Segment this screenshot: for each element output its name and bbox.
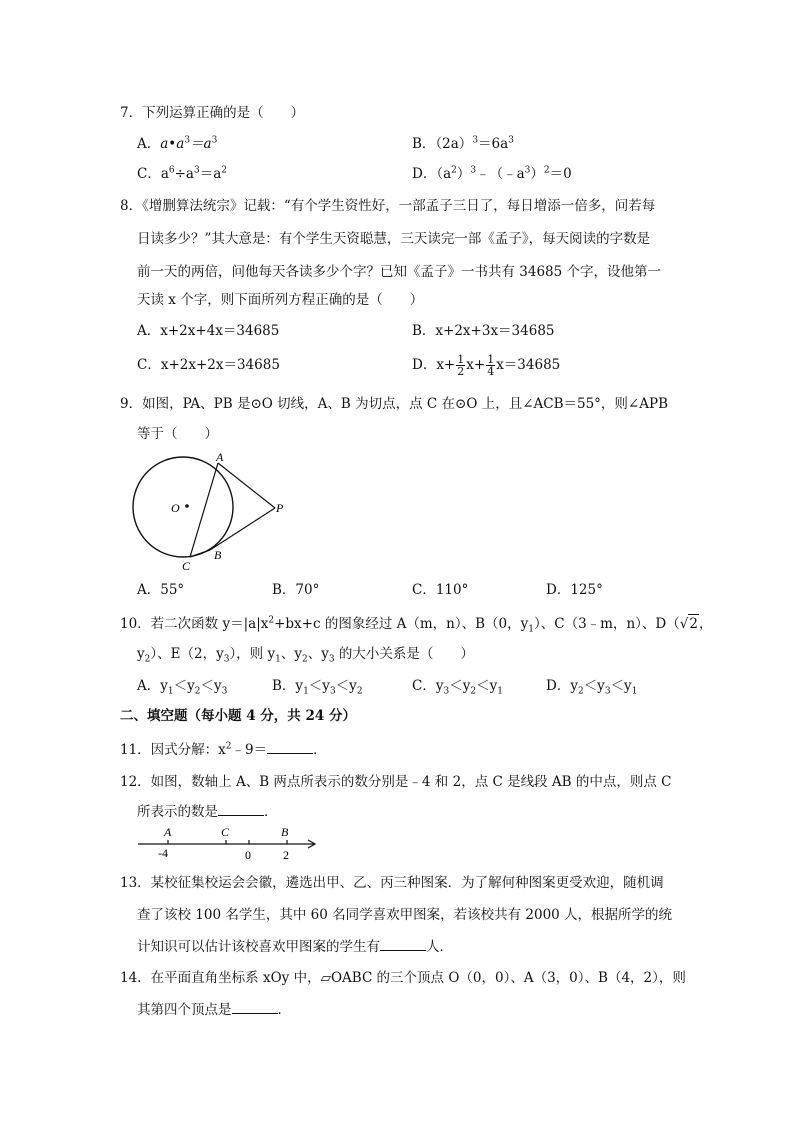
q8-option-a: A．x+2x+4x＝34685	[137, 323, 280, 339]
q7-option-d: D．$(a^2)^3﹣(﹣a^3)^2=0$	[412, 165, 572, 182]
q7-option-b: B．$(2a)^3=6a^3$	[412, 135, 514, 152]
q8-line-1: 8．《增删算法统宗》记载：“有个学生资性好，一部孟子三日了，每日增添一倍多，问若每	[120, 198, 656, 214]
answer-blank	[232, 1000, 278, 1014]
tangent-pa	[218, 463, 275, 508]
q14-line-1: 14．在平面直角坐标系 xOy 中，▱OABC 的三个顶点 O（0，0）、A（3，0）、B（4，2），则	[120, 970, 686, 986]
q7-option-a: A．$a•a^3=a^3$	[137, 135, 218, 152]
q10-option-d: D．$y_2<y_3<y_1$	[546, 678, 638, 697]
fraction-quarter: $\frac{1}{4}$	[487, 353, 495, 378]
circle-o	[133, 457, 233, 557]
q9-option-a: A．55°	[137, 582, 185, 598]
label-c: C	[182, 559, 191, 573]
q9-option-c: C．110°	[412, 582, 469, 598]
q12-line-2: 所表示的数是 ．	[137, 804, 278, 820]
q10-line-2: $y_2$）、E（2，$y_3$），则 $y_1$、$y_2$、$y_3$ 的大小关系是（ ）	[137, 646, 474, 665]
q12-line-1: 12．如图，数轴上 A、B 两点所表示的数分别是﹣4 和 2，点 C 是线段 AB 的中点，则点 C	[120, 774, 672, 790]
q7-option-c: C．$a^6\div a^3=a^2$	[137, 165, 228, 182]
label-o: O	[171, 501, 180, 515]
q8-line-4: 天读 x 个字，则下面所列方程正确的是（ ）	[137, 292, 424, 308]
tangent-pb	[210, 508, 275, 550]
tick-label-two: 2	[283, 848, 289, 862]
q9-option-b: B．70°	[272, 582, 320, 598]
label-a: A	[164, 825, 172, 839]
q10-option-c: C．$y_3<y_2<y_1$	[412, 678, 503, 697]
q10-option-b: B．$y_1<y_3<y_2$	[272, 678, 363, 697]
chord-ac	[190, 463, 218, 557]
sqrt-sign: √	[679, 616, 689, 632]
q9-circle-figure	[130, 446, 300, 574]
tick-label-neg-four: -4	[158, 846, 168, 860]
label-a: A	[216, 450, 224, 464]
tick-label-zero: 0	[245, 848, 251, 862]
label-c: C	[221, 825, 230, 839]
q8-option-d: D．x+ $\frac{1}{2}$ x+ $\frac{1}{4}$ x＝34685	[412, 353, 561, 378]
q10-line-1: 10．若二次函数 $y=|a|x^2+bx+c$ 的图象经过 A（m，n）、B（0，$y_1$）、C（3﹣m，n）、D（√2，	[120, 615, 713, 635]
answer-blank	[380, 937, 426, 951]
q8-line-3: 前一天的两倍，问他每天各读多少个字？已知《孟子》一书共有 34685 个字，设他第一	[137, 264, 662, 280]
section-heading-fill-in: 二、填空题（每小题 4 分，共 24 分）	[120, 708, 356, 724]
q10-option-a: A．$y_1<y_2<y_3$	[137, 678, 228, 697]
q8-line-2: 日读多少？”其大意是：有个学生天资聪慧，三天读完一部《孟子》，每天阅读的字数是	[137, 231, 651, 247]
q8-option-b: B．x+2x+3x＝34685	[412, 323, 555, 339]
q13-line-3: 计知识可以估计该校喜欢甲图案的学生有 人．	[137, 939, 453, 955]
q13-line-2: 查了该校 100 名学生，其中 60 名同学喜欢甲图案，若该校共有 2000 人，根据所学的统	[137, 907, 673, 923]
q12-number-line	[134, 824, 324, 864]
q14-line-2: 其第四个顶点是 ．	[137, 1002, 291, 1018]
q9-line-1: 9．如图，PA、PB 是⊙O 切线，A、B 为切点，点 C 在⊙O 上，且∠ACB＝55°，则∠APB	[120, 396, 668, 412]
label-b: B	[214, 548, 222, 562]
fraction-half: $\frac{1}{2}$	[457, 353, 465, 378]
center-point-o	[185, 504, 189, 508]
label-b: B	[281, 825, 289, 839]
q9-line-2: 等于（ ）	[137, 426, 218, 442]
q7-stem: 7．下列运算正确的是（ ）	[120, 105, 305, 121]
chord-cb	[190, 550, 210, 557]
answer-blank	[218, 802, 264, 816]
q9-option-d: D．125°	[546, 582, 603, 598]
answer-blank	[267, 740, 313, 754]
label-p: P	[276, 501, 284, 515]
q11-line: 11．因式分解：$x^2﹣9=$ ．	[120, 741, 327, 758]
q13-line-1: 13．某校征集校运会会徽，遴选出甲、乙、丙三种图案．为了解何种图案更受欢迎，随机调	[120, 875, 664, 891]
q8-option-c: C．x+2x+2x＝34685	[137, 357, 280, 373]
